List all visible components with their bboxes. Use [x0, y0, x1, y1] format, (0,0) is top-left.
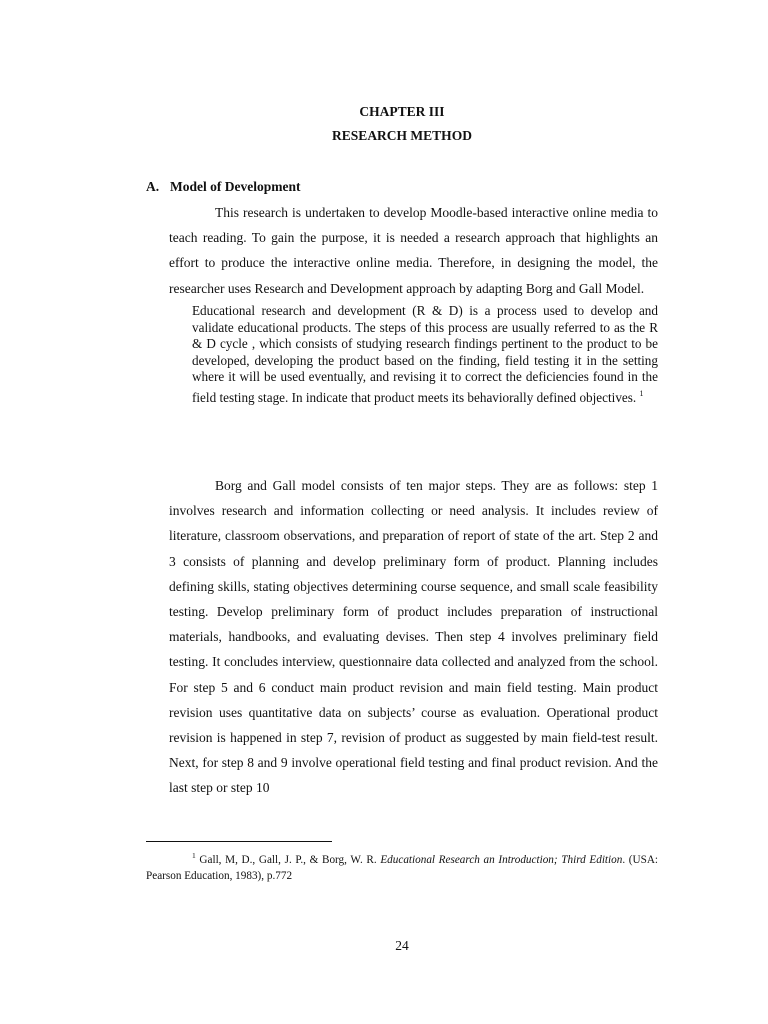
- body-paragraph-2: Borg and Gall model consists of ten major steps. They are as follows: step 1 involves research and information collecting or need analysis. It includes review of literature, classroom observations, and preparation of report of state of the art. Step 2 and 3 consists of planning and develop preliminary form of product. Planning includes defining skills, stating objectives determining course sequence, and small scale feasibility testing. Develop preliminary form of product includes preparation of instructional materials, handbooks, and evaluating devises. Then step 4 involves preliminary field testing. It concludes interview, questionnaire data collected and analyzed from the school. For step 5 and 6 conduct main product revision and main field testing. Main product revision uses quantitative data on subjects’ course as evaluation. Operational product revision is happened in step 7, revision of product as suggested by main field-test result. Next, for step 8 and 9 involve operational field testing and final product revision. And the last step or step 10: [169, 478, 658, 796]
- body-paragraph-1: This research is undertaken to develop Moodle-based interactive online media to teach reading. To gain the purpose, it is needed a research approach that highlights an effort to produce the interactive online media. Therefore, in designing the model, the researcher uses Research and Development approach by adapting Borg and Gall Model.: [169, 205, 658, 296]
- section-heading: [146, 179, 300, 195]
- block-quote: [192, 303, 658, 407]
- footnote-reference: 1: [639, 388, 644, 398]
- footnote-book-title: Educational Research an Introduction; Third Edition: [380, 854, 623, 866]
- quote-text: Educational research and development (R & D) is a process used to develop and validate educational products. The steps of this process are usually referred to as the R & D cycle , which consists of studying research findings pertinent to the product to be developed, developing the product based on the finding, field testing it in the setting where it will be used eventually, and revising it to correct the deficiencies found in the field testing stage. In indicate that product meets its behaviorally defined objectives.: [192, 303, 658, 405]
- footnote: [146, 848, 658, 884]
- footnote-authors: Gall, M, D., Gall, J. P., & Borg, W. R.: [199, 854, 377, 866]
- chapter-title: RESEARCH METHOD: [332, 128, 472, 143]
- section-letter: A.: [146, 179, 160, 194]
- footnote-divider: [146, 841, 332, 842]
- page-number: 24: [395, 938, 409, 953]
- footnote-publication: . (USA: Pearson Education, 1983), p.772: [146, 854, 659, 882]
- section-title: Model of Development: [170, 179, 301, 194]
- footnote-number: 1: [192, 851, 196, 860]
- chapter-number: CHAPTER III: [359, 104, 445, 119]
